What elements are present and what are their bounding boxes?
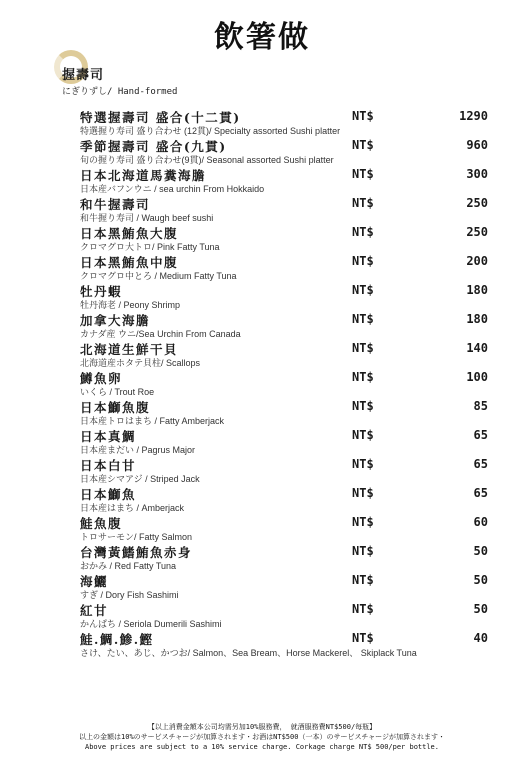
- footer-note: [0, 722, 524, 752]
- menu-item-name: 牡丹蝦: [80, 284, 123, 299]
- menu-item-description: すぎ / Dory Fish Sashimi: [80, 590, 179, 600]
- menu-item: [80, 427, 488, 456]
- restaurant-logo: 飲箸做: [214, 20, 310, 55]
- menu-item: [80, 572, 488, 601]
- menu-item: [80, 514, 488, 543]
- section-subtitle: にぎりずし/ Hand-formed: [62, 87, 178, 97]
- menu-item-currency: NT$: [352, 341, 374, 355]
- menu-item: [80, 311, 488, 340]
- menu-item-price: 180: [466, 312, 488, 326]
- footer-line-japanese: 以上の金額は10%のサービスチャージが加算されます・お酒はNT$500（一本）のサービスチャージが加算されます・: [79, 733, 445, 741]
- menu-item: [80, 137, 488, 166]
- menu-item: [80, 282, 488, 311]
- menu-item-price: 85: [473, 399, 488, 413]
- menu-item-price: 40: [473, 631, 488, 645]
- menu-item-description: 日本産まだい / Pagrus Major: [80, 445, 196, 455]
- menu-item-currency: NT$: [352, 254, 374, 268]
- menu-item-price: 65: [473, 486, 488, 500]
- menu-item: [80, 224, 488, 253]
- menu-item: [80, 195, 488, 224]
- menu-item: [80, 485, 488, 514]
- menu-item-description: トロサーモン/ Fatty Salmon: [80, 532, 193, 542]
- menu-item-name: 日本黑鮪魚大腹: [80, 226, 179, 241]
- menu-item-description: 旬の握り寿司 盛り合わせ(9貫)/ Seasonal assorted Sushi platter: [80, 155, 334, 165]
- menu-item: [80, 253, 488, 282]
- menu-item-description: 和牛握り寿司 / Waugh beef sushi: [80, 213, 214, 223]
- menu-item-price: 960: [466, 138, 488, 152]
- menu-item-name: 日本黑鮪魚中腹: [80, 255, 179, 270]
- menu-item: [80, 630, 488, 659]
- menu-item-price: 180: [466, 283, 488, 297]
- menu-item-currency: NT$: [352, 196, 374, 210]
- menu-item-currency: NT$: [352, 167, 374, 181]
- menu-item-name: 北海道生鮮干貝: [80, 342, 179, 357]
- menu-item-price: 50: [473, 544, 488, 558]
- menu-item-currency: NT$: [352, 602, 374, 616]
- menu-item-name: 台灣黃鰭鮪魚赤身: [80, 545, 193, 560]
- menu-item-price: 50: [473, 573, 488, 587]
- menu-item-name: 季節握壽司 盛合(九貫): [80, 139, 227, 154]
- menu-item-name: 加拿大海膽: [80, 313, 151, 328]
- menu-item-price: 65: [473, 457, 488, 471]
- menu-item-description: さけ、たい、あじ、かつお/ Salmon、Sea Bream、Horse Mackerel、 Skiplack Tuna: [80, 648, 417, 658]
- menu-item: [80, 369, 488, 398]
- menu-item-price: 100: [466, 370, 488, 384]
- menu-item-name: 紅甘: [80, 603, 109, 618]
- menu-item-name: 鱒魚卵: [80, 371, 123, 386]
- menu-item-price: 60: [473, 515, 488, 529]
- menu-item-name: 日本鰤魚腹: [80, 400, 151, 415]
- menu-item: [80, 543, 488, 572]
- menu-item-price: 250: [466, 225, 488, 239]
- menu-item: [80, 601, 488, 630]
- menu-item: [80, 166, 488, 195]
- menu-item-price: 50: [473, 602, 488, 616]
- menu-item-currency: NT$: [352, 225, 374, 239]
- menu-item-name: 日本鰤魚: [80, 487, 137, 502]
- menu-item-name: 特選握壽司 盛合(十二貫): [80, 110, 241, 125]
- menu-item-currency: NT$: [352, 631, 374, 645]
- menu-item-price: 200: [466, 254, 488, 268]
- menu-item-name: 海鱺: [80, 574, 109, 589]
- menu-item-currency: NT$: [352, 283, 374, 297]
- menu-item-name: 日本北海道馬糞海膽: [80, 168, 207, 183]
- menu-item-list: [80, 108, 488, 659]
- section-title: 握壽司: [62, 68, 105, 83]
- menu-item-price: 1290: [459, 109, 488, 123]
- menu-item-name: 鮭.鯛.鯵.鰹: [80, 632, 154, 647]
- menu-item-currency: NT$: [352, 109, 374, 123]
- menu-item-name: 和牛握壽司: [80, 197, 151, 212]
- menu-item-currency: NT$: [352, 138, 374, 152]
- menu-item-description: おかみ / Red Fatty Tuna: [80, 561, 177, 571]
- menu-item-currency: NT$: [352, 370, 374, 384]
- menu-item-description: 日本産トロはまち / Fatty Amberjack: [80, 416, 225, 426]
- menu-item-price: 300: [466, 167, 488, 181]
- menu-item-description: 北海道産ホタテ貝柱/ Scallops: [80, 358, 201, 368]
- menu-item-currency: NT$: [352, 544, 374, 558]
- menu-item-price: 65: [473, 428, 488, 442]
- menu-item-description: 日本産シマアジ / Striped Jack: [80, 474, 200, 484]
- menu-item-currency: NT$: [352, 428, 374, 442]
- menu-item-name: 日本真鯛: [80, 429, 137, 444]
- menu-item-description: 日本産バフンウニ / sea urchin From Hokkaido: [80, 184, 265, 194]
- menu-item-description: カナダ産 ウニ/Sea Urchin From Canada: [80, 329, 241, 339]
- footer-line-english: Above prices are subject to a 10% service charge. Corkage charge NT$ 500/per bottle.: [84, 743, 439, 751]
- footer-line-chinese: 【以上消費金額本公司均需另加10%服務費， 就酒服務費NT$500/每瓶】: [147, 723, 377, 731]
- menu-item-currency: NT$: [352, 573, 374, 587]
- menu-item-description: 牡丹海老 / Peony Shrimp: [80, 300, 181, 310]
- menu-item-description: 特選握り寿司 盛り合わせ (12貫)/ Specialty assorted Sushi platter: [80, 126, 341, 136]
- menu-item: [80, 398, 488, 427]
- menu-item-description: いくら / Trout Roe: [80, 387, 155, 397]
- menu-item-description: クロマグロ中とろ / Medium Fatty Tuna: [80, 271, 237, 281]
- menu-item-name: 鮭魚腹: [80, 516, 123, 531]
- menu-item-name: 日本白甘: [80, 458, 137, 473]
- menu-item-description: 日本産はまち / Amberjack: [80, 503, 185, 513]
- menu-item: [80, 456, 488, 485]
- menu-item-currency: NT$: [352, 399, 374, 413]
- menu-item-currency: NT$: [352, 457, 374, 471]
- menu-item-price: 250: [466, 196, 488, 210]
- menu-item: [80, 108, 488, 137]
- menu-item-price: 140: [466, 341, 488, 355]
- menu-item-description: かんぱち / Seriola Dumerili Sashimi: [80, 619, 222, 629]
- menu-item-currency: NT$: [352, 515, 374, 529]
- menu-item-currency: NT$: [352, 312, 374, 326]
- menu-item-currency: NT$: [352, 486, 374, 500]
- menu-item: [80, 340, 488, 369]
- menu-item-description: クロマグロ大トロ/ Pink Fatty Tuna: [80, 242, 220, 252]
